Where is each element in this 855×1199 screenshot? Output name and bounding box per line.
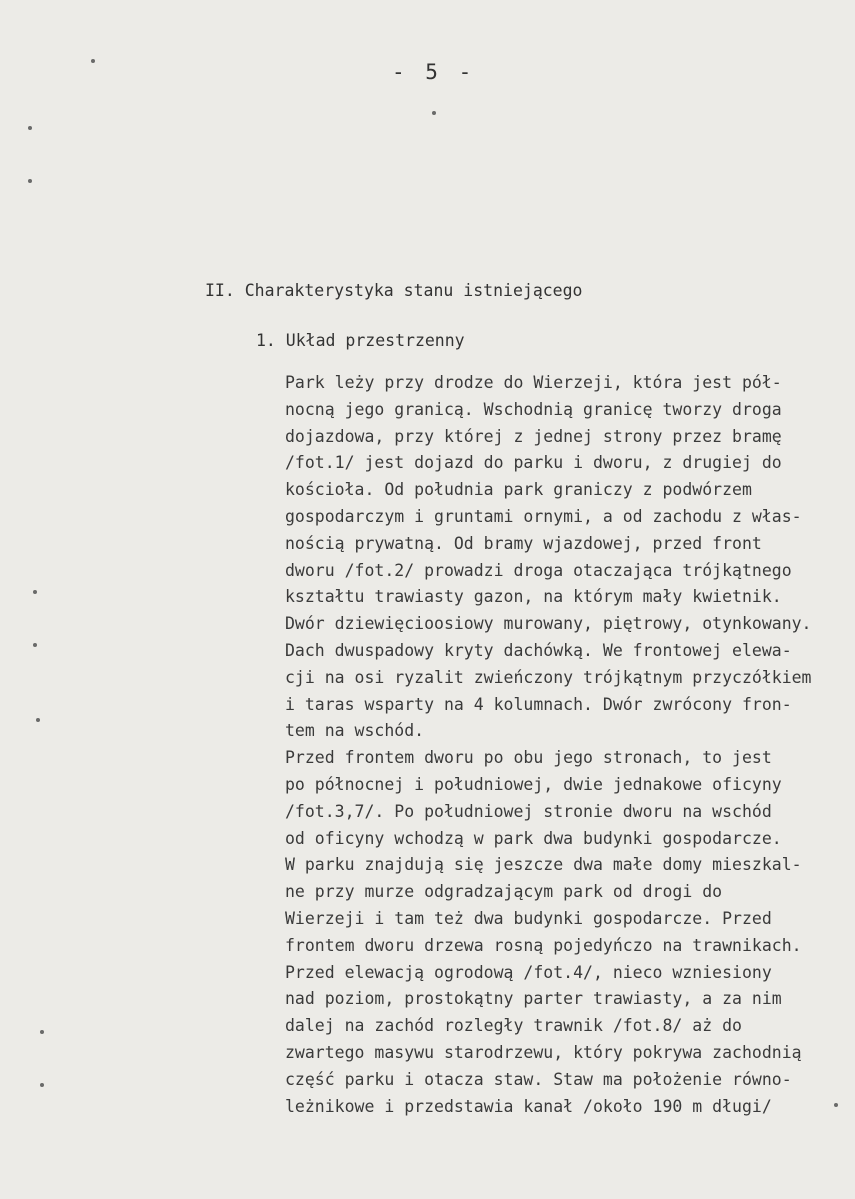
body-line: tem na wschód. — [285, 721, 425, 741]
body-line: od oficyny wchodzą w park dwa budynki gospodarcze. — [285, 828, 782, 848]
body-line: /fot.3,7/. Po południowej stronie dworu na wschód — [285, 801, 772, 821]
body-line: część parku i otacza staw. Staw ma położenie równo- — [285, 1069, 792, 1089]
paper-speck — [28, 179, 32, 183]
body-paragraph — [285, 370, 855, 1120]
body-line: nocną jego granicą. Wschodnią granicę tworzy droga — [285, 399, 782, 419]
body-line: nad poziom, prostokątny parter trawiasty, a za nim — [285, 989, 782, 1009]
body-line: Wierzeji i tam też dwa budynki gospodarcze. Przed — [285, 908, 772, 928]
body-line: /fot.1/ jest dojazd do parku i dworu, z drugiej do — [285, 453, 782, 473]
body-line: po północnej i południowej, dwie jednakowe oficyny — [285, 774, 782, 794]
body-line: Przed frontem dworu po obu jego stronach, to jest — [285, 748, 772, 768]
body-line: W parku znajdują się jeszcze dwa małe domy mieszkal- — [285, 855, 802, 875]
body-line: dworu /fot.2/ prowadzi droga otaczająca trójkątnego — [285, 560, 792, 580]
body-line: frontem dworu drzewa rosną pojedyńczo na trawnikach. — [285, 935, 802, 955]
subsection-heading: 1. Układ przestrzenny — [256, 331, 465, 350]
page-number: - 5 - — [392, 60, 476, 84]
paper-speck — [28, 126, 32, 130]
body-line: Dwór dziewięcioosiowy murowany, piętrowy, otynkowany. — [285, 614, 812, 634]
body-line: dojazdowa, przy której z jednej strony przez bramę — [285, 426, 782, 446]
body-line: zwartego masywu starodrzewu, który pokrywa zachodnią — [285, 1042, 802, 1062]
paper-speck — [33, 590, 37, 594]
body-line: dalej na zachód rozległy trawnik /fot.8/ aż do — [285, 1016, 742, 1036]
paper-speck — [432, 111, 436, 115]
body-line: kształtu trawiasty gazon, na którym mały kwietnik. — [285, 587, 782, 607]
paper-speck — [91, 59, 95, 63]
body-line: kościoła. Od południa park graniczy z podwórzem — [285, 480, 752, 500]
body-line: Dach dwuspadowy kryty dachówką. We frontowej elewa- — [285, 640, 792, 660]
body-line: gospodarczym i gruntami ornymi, a od zachodu z włas- — [285, 506, 802, 526]
paper-speck — [40, 1083, 44, 1087]
paper-speck — [40, 1030, 44, 1034]
body-line: ne przy murze odgradzającym park od drogi do — [285, 882, 723, 902]
paper-speck — [36, 718, 40, 722]
body-line: leżnikowe i przedstawia kanał /około 190 m długi/ — [285, 1096, 772, 1116]
body-line: cji na osi ryzalit zwieńczony trójkątnym przyczółkiem — [285, 667, 812, 687]
section-heading: II. Charakterystyka stanu istniejącego — [205, 281, 583, 300]
body-line: nością prywatną. Od bramy wjazdowej, przed front — [285, 533, 762, 553]
body-line: i taras wsparty na 4 kolumnach. Dwór zwrócony fron- — [285, 694, 792, 714]
body-line: Park leży przy drodze do Wierzeji, która jest pół- — [285, 373, 782, 392]
body-line: Przed elewacją ogrodową /fot.4/, nieco wzniesiony — [285, 962, 772, 982]
paper-speck — [33, 643, 37, 647]
